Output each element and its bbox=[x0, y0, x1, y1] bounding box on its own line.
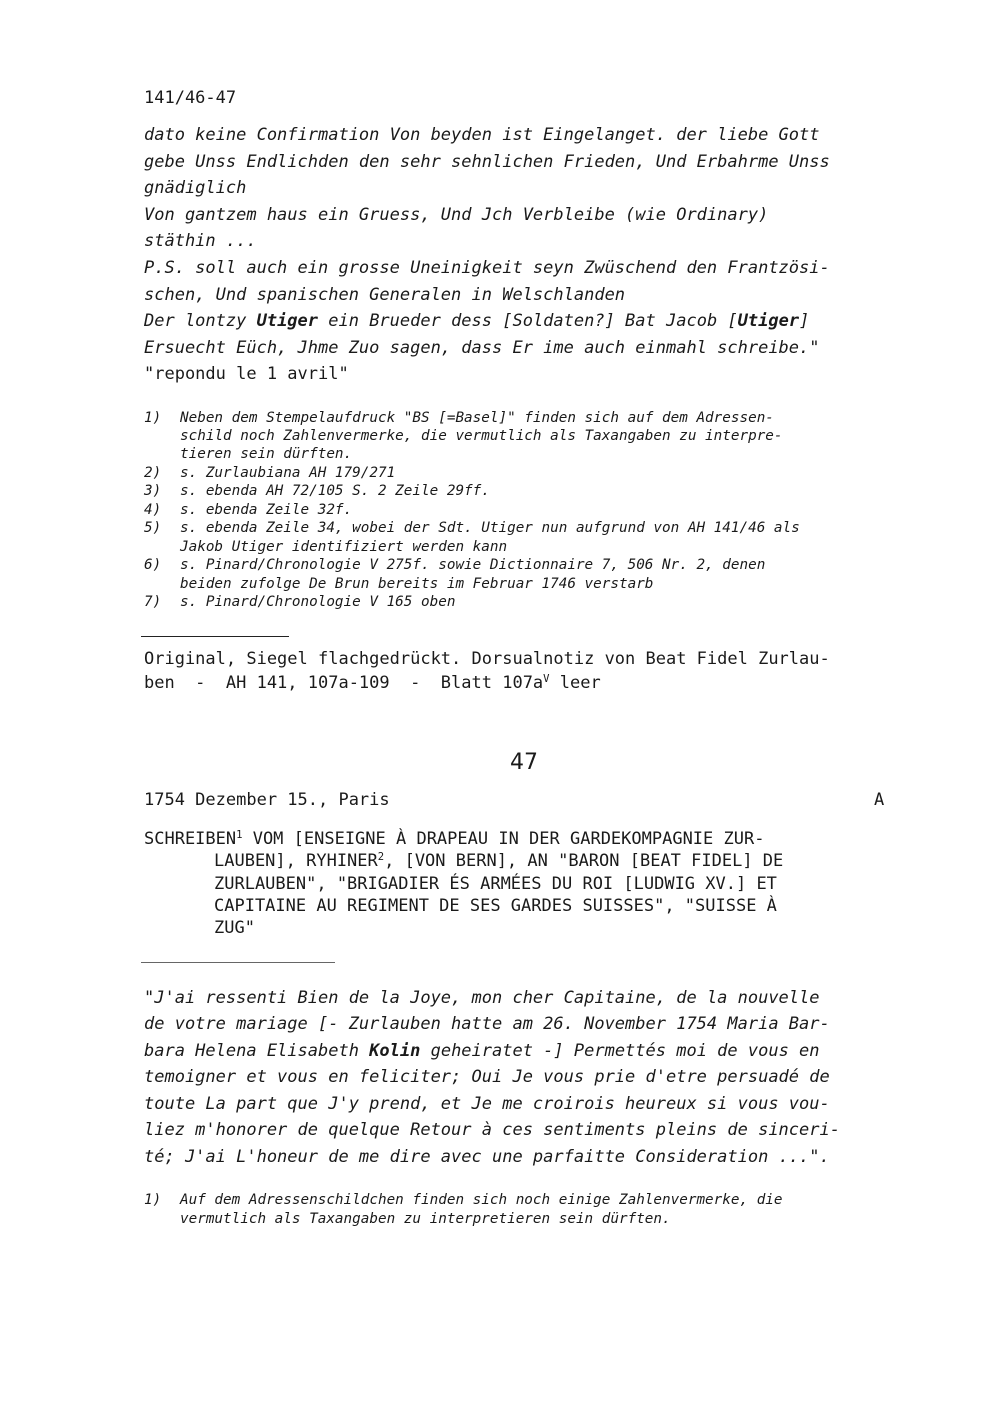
document-number: 47 bbox=[510, 750, 538, 775]
text-line: gnädiglich bbox=[144, 178, 247, 198]
text-line: "repondu le 1 avril" bbox=[144, 364, 349, 384]
text-line: liez m'honorer de quelque Retour à ces sentiments pleins de sinceri- bbox=[144, 1120, 840, 1140]
date-place: 1754 Dezember 15., Paris bbox=[144, 790, 390, 810]
text-line: temoigner et vous en feliciter; Oui Je vous prie d'etre persuadé de bbox=[144, 1067, 830, 1087]
footnote-text: Jakob Utiger identifiziert werden kann bbox=[180, 539, 508, 555]
source-note: ben - AH 141, 107a-109 - Blatt $107a^V$ leer bbox=[144, 673, 601, 693]
footnote-text: Neben dem Stempelaufdruck "BS [=Basel]" finden sich auf dem Adressen- bbox=[180, 410, 774, 426]
footnote-text: beiden zufolge De Brun bereits im Februar 1746 verstarb bbox=[180, 576, 654, 592]
footnote-number: 3) bbox=[144, 483, 162, 499]
text-line: toute La part que J'y prend, et Je me croirois heureux si vous vou- bbox=[144, 1094, 830, 1114]
heading-line: LAUBEN], RYHINER$^2$, [VON BERN], AN "BARON [BEAT FIDEL] DE bbox=[214, 851, 784, 871]
text-line: P.S. soll auch ein grosse Uneinigkeit seyn Zwüschend den Frantzösi- bbox=[144, 258, 830, 278]
heading-line: SCHREIBEN$^1$ VOM [ENSEIGNE À DRAPEAU IN DER GARDEKOMPAGNIE ZUR- bbox=[144, 829, 765, 849]
footnote-text: s. Pinard/Chronologie V 275f. sowie Dictionnaire 7, 506 Nr. 2, denen bbox=[180, 557, 766, 573]
footnote-number: 4) bbox=[144, 502, 162, 518]
footnote-text: schild noch Zahlenvermerke, die vermutlich als Taxangaben zu interpre- bbox=[180, 428, 783, 444]
text-line: Ersuecht Eüch, Jhme Zuo sagen, dass Er ime auch einmahl schreibe." bbox=[144, 338, 820, 358]
page-reference: 141/46-47 bbox=[144, 88, 237, 108]
footnote-number: 1) bbox=[144, 410, 162, 426]
text-line: stäthin ... bbox=[144, 231, 257, 251]
footnote-text: s. ebenda AH 72/105 S. 2 Zeile 29ff. bbox=[180, 483, 490, 499]
footnote-text: s. ebenda Zeile 34, wobei der Sdt. Utiger nun aufgrund von AH 141/46 als bbox=[180, 520, 800, 536]
text-line: dato keine Confirmation Von beyden ist Eingelanget. der liebe Gott bbox=[144, 125, 820, 145]
separator-rule bbox=[141, 962, 335, 963]
separator-rule bbox=[141, 636, 289, 637]
person-name: Utiger bbox=[737, 311, 800, 331]
footnote-number: 2) bbox=[144, 465, 162, 481]
footnote-number: 7) bbox=[144, 594, 162, 610]
text-line: de votre mariage [- Zurlauben hatte am 26. November 1754 Maria Bar- bbox=[144, 1014, 830, 1034]
footnote-number: 1) bbox=[144, 1192, 162, 1208]
footnote-text: tieren sein dürften. bbox=[180, 446, 353, 462]
text-line: Von gantzem haus ein Gruess, Und Jch Verbleibe (wie Ordinary) bbox=[144, 205, 769, 225]
heading-line: CAPITAINE AU REGIMENT DE SES GARDES SUISSES", "SUISSE À bbox=[214, 896, 777, 916]
person-name: Kolin bbox=[369, 1041, 421, 1061]
footnote-text: s. Pinard/Chronologie V 165 oben bbox=[180, 594, 456, 610]
text-line: schen, Und spanischen Generalen in Welschlanden bbox=[144, 285, 626, 305]
person-name: Utiger bbox=[256, 311, 319, 331]
text-line: Der lontzy Utiger ein Brueder dess [Soldaten?] Bat Jacob [Utiger] bbox=[144, 311, 810, 331]
heading-line: ZURLAUBEN", "BRIGADIER ÉS ARMÉES DU ROI [LUDWIG XV.] ET bbox=[214, 874, 777, 894]
footnote-text: vermutlich als Taxangaben zu interpretieren sein dürften. bbox=[180, 1211, 671, 1227]
heading-line: ZUG" bbox=[214, 918, 255, 938]
source-note: Original, Siegel flachgedrückt. Dorsualnotiz von Beat Fidel Zurlau- bbox=[144, 649, 830, 669]
footnote-text: s. ebenda Zeile 32f. bbox=[180, 502, 353, 518]
footnote-number: 5) bbox=[144, 520, 162, 536]
text-line: bara Helena Elisabeth Kolin geheiratet -] Permettés moi de vous en bbox=[144, 1041, 820, 1061]
text-line: gebe Unss Endlichden den sehr sehnlichen Frieden, Und Erbahrme Unss bbox=[144, 152, 830, 172]
document-type-code: A bbox=[874, 790, 885, 810]
text-line: "J'ai ressenti Bien de la Joye, mon cher Capitaine, de la nouvelle bbox=[144, 988, 820, 1008]
footnote-text: s. Zurlaubiana AH 179/271 bbox=[180, 465, 396, 481]
text-line: té; J'ai L'honeur de me dire avec une parfaitte Consideration ...". bbox=[144, 1147, 830, 1167]
footnote-text: Auf dem Adressenschildchen finden sich noch einige Zahlenvermerke, die bbox=[180, 1192, 783, 1208]
footnote-number: 6) bbox=[144, 557, 162, 573]
